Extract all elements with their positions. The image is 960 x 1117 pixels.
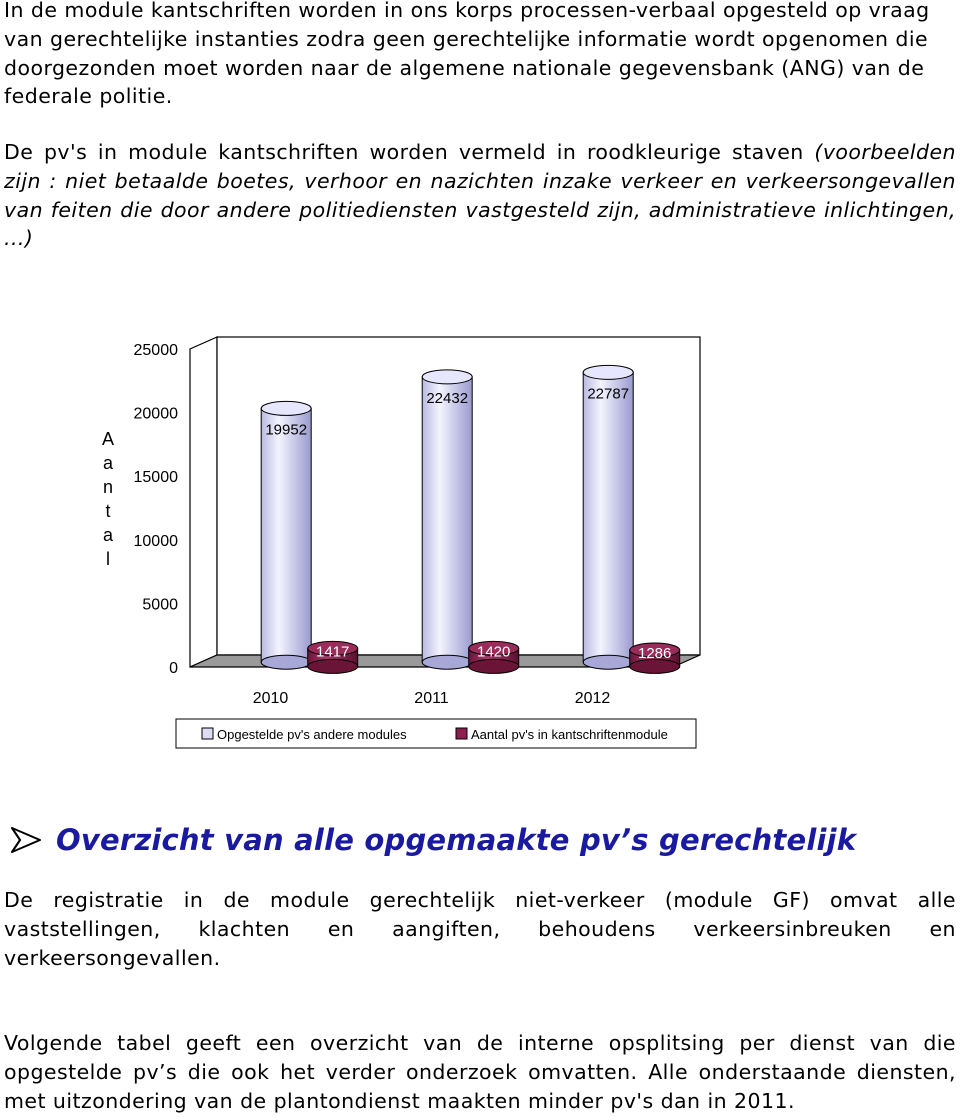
data-label-opgestelde: 22787: [587, 385, 630, 403]
data-label-kantschriften: 1420: [477, 643, 511, 661]
chart-legend: [176, 719, 696, 748]
intro-paragraph: In de module kantschriften worden in ons korps processen-verbaal opgesteld op vraag van gerechtelijke instanties zodra geen gerechtelijke informatie wordt opgenomen die doorgezonden moet worden naar de algemene nationale gegevensbank (ANG) van de federale politie.: [4, 0, 930, 109]
pv-chart: [0, 300, 960, 760]
bar-opgestelde-top: [583, 365, 633, 379]
legend-swatch: [456, 728, 467, 739]
y-tick-label: 25000: [133, 342, 178, 359]
x-category-label: 2012: [574, 690, 611, 707]
bar-opgestelde-base: [583, 655, 633, 669]
registratie-paragraph: De registratie in de module gerechtelijk niet-verkeer (module GF) omvat alle vaststellingen, klachten en aangiften, behoudens verkeersinbreuken en verkeersongevallen.: [4, 888, 956, 970]
bar-opgestelde-top: [422, 370, 472, 384]
tabel-paragraph: Volgende tabel geeft een overzicht van de interne opsplitsing per dienst van die opgestelde pv’s die ook het verder onderzoek omvatten. Alle onderstaande diensten, met uitzondering van de plantondienst maakten minder pv's dan in 2011.: [4, 1031, 956, 1113]
y-tick-label: 0: [169, 660, 178, 677]
kantschriften-examples: (voorbeelden zijn : niet betaalde boetes, verhoor en nazichten inzake verkeer en verkeersongevallen van feiten die door andere politiediensten vastgesteld zijn, administratieve inlichtingen, ...): [4, 140, 956, 251]
legend-label: Aantal pv's in kantschriftenmodule: [471, 727, 668, 742]
bar-opgestelde: [422, 377, 472, 662]
section-title: Overzicht van alle opgemaakte pv’s gerechtelijk: [56, 823, 857, 857]
x-category-label: 2011: [414, 690, 449, 707]
data-label-kantschriften: 1417: [316, 643, 350, 661]
y-tick-label: 10000: [133, 532, 178, 550]
y-axis-ticks: [134, 342, 179, 677]
legend-swatch: [202, 728, 213, 739]
bar-opgestelde-base: [261, 655, 311, 669]
y-axis-label: [102, 429, 114, 569]
bar-opgestelde: [583, 372, 633, 662]
bar-opgestelde-top: [261, 401, 311, 415]
kantschriften-text: De pv's in module kantschriften worden vermeld in roodkleurige staven: [4, 140, 815, 164]
bar-kantschriften-base: [308, 659, 358, 673]
data-label-opgestelde: 22432: [426, 389, 469, 407]
legend-label: Opgestelde pv's andere modules: [217, 727, 407, 742]
y-tick-label: 20000: [133, 405, 178, 423]
y-tick-label: 15000: [133, 469, 178, 487]
kantschriften-paragraph: [4, 138, 956, 253]
chart-left-wall: [190, 337, 217, 667]
data-label-opgestelde: 19952: [265, 421, 308, 439]
section-heading: [6, 818, 956, 862]
x-category-label: 2010: [252, 690, 289, 707]
chart-svg: [0, 300, 960, 760]
bar-opgestelde: [261, 408, 311, 662]
y-tick-label: 5000: [142, 596, 178, 614]
bar-opgestelde-base: [422, 655, 472, 669]
bar-kantschriften-base: [469, 659, 519, 673]
x-axis-categories: [253, 690, 611, 707]
data-label-kantschriften: 1286: [638, 645, 672, 663]
arrow-bullet-icon: [6, 820, 46, 860]
y-axis-title: A a n t a l: [101, 429, 115, 569]
